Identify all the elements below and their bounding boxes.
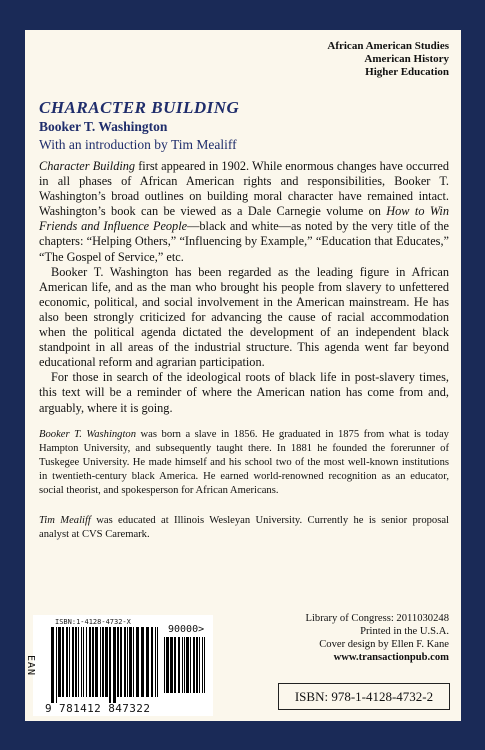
subject-3: Higher Education <box>365 66 449 78</box>
barcode-bar <box>75 627 77 697</box>
author-bio-name: Booker T. Washington <box>39 429 137 440</box>
barcode-bar <box>66 627 68 697</box>
ean-number: 9 781412 847322 <box>45 702 151 715</box>
barcode-bar <box>190 637 191 693</box>
barcode-bar <box>89 627 91 697</box>
barcode-bar <box>69 627 70 697</box>
publisher-website: www.transactionpub.com <box>333 652 449 663</box>
barcode-bar <box>174 637 176 693</box>
barcode-bar <box>51 627 54 703</box>
addon-price-code: 90000> <box>168 624 205 635</box>
author-bio-text: was born a slave in 1856. He graduated in 1875 from what is today Hampton University, and subsequently taught there. In 1881 he founded the forerunner of Tuskegee University. He made himself and his school two of the most well-known institutions in twentieth-century black America. He earned world-renowned recognition as an educator, social theorist, and spokesperson for African Americans. <box>39 429 449 496</box>
barcode-bar <box>202 637 203 693</box>
barcode-bar <box>78 627 79 697</box>
barcode-bar <box>95 627 98 697</box>
barcode-bar <box>92 627 94 697</box>
barcode-bar <box>81 627 82 697</box>
ean-barcode <box>51 627 159 703</box>
barcode-bar <box>105 627 108 697</box>
barcode-bar <box>204 637 205 693</box>
barcode-bar <box>178 637 180 693</box>
barcode-bar <box>193 637 195 693</box>
addon-barcode <box>164 637 206 699</box>
barcode-bar <box>155 627 156 697</box>
barcode-bar <box>146 627 149 697</box>
ean-label: EAN <box>25 655 36 677</box>
introducer-bio-name: Tim Mealiff <box>39 515 91 526</box>
barcode-bar <box>58 627 61 697</box>
library-of-congress: Library of Congress: 2011030248 <box>305 613 449 624</box>
book-description <box>39 159 449 416</box>
book-author: Booker T. Washington <box>39 119 168 134</box>
barcode-bar <box>124 627 126 697</box>
subject-1: African American Studies <box>327 40 449 52</box>
printed-in: Printed in the U.S.A. <box>360 626 449 637</box>
subject-2: American History <box>364 53 449 65</box>
blurb-text-b: —black and white—as noted by the very title of the chapters: “Helping Others,” “Influencing by Example,” “Education that Educates,” “The Gospel of Service,” etc. <box>39 219 450 264</box>
blurb-paragraph-1 <box>39 159 449 265</box>
barcode-bar <box>102 627 104 697</box>
blurb-book-title: Character Building <box>39 159 136 173</box>
barcode-bar <box>133 627 134 697</box>
barcode-bar <box>136 627 139 697</box>
barcode-bar <box>72 627 74 697</box>
cover-design-credit: Cover design by Ellen F. Kane <box>319 639 449 650</box>
barcode-bar <box>141 627 144 697</box>
barcode-bar <box>120 627 122 697</box>
barcode-bar <box>151 627 153 697</box>
blurb-carnegie-title: How to Win Friends and Influence People <box>39 204 450 234</box>
barcode-bar <box>157 627 158 697</box>
barcode-bar <box>166 637 169 693</box>
subject-categories <box>327 40 449 79</box>
barcode-bar <box>182 637 183 693</box>
barcode-panel <box>25 615 213 716</box>
barcode-bar <box>186 637 189 693</box>
barcode-bar <box>86 627 87 697</box>
introducer-bio-text: was educated at Illinois Wesleyan University. Currently he is senior proposal analyst at CVS Caremark. <box>39 515 449 540</box>
introduction-credit: With an introduction by Tim Mealiff <box>39 137 237 152</box>
barcode-bar <box>164 637 165 693</box>
barcode-bar <box>127 627 128 697</box>
barcode-bar <box>100 627 101 697</box>
author-bio <box>39 428 449 498</box>
barcode-bar <box>184 637 185 693</box>
barcode-bar <box>199 637 200 693</box>
barcode-bar <box>113 627 116 703</box>
barcode-bar <box>196 637 198 693</box>
barcode-bar <box>56 627 57 703</box>
book-title: CHARACTER BUILDING <box>39 98 240 117</box>
introducer-bio <box>39 514 449 542</box>
blurb-paragraph-3: For those in search of the ideological roots of black life in post-slavery times, this text will be a reminder of where the American nation has come from and, arguably, where it is going. <box>39 370 449 415</box>
barcode-bar <box>83 627 84 697</box>
isbn-box: ISBN: 978-1-4128-4732-2 <box>278 683 450 710</box>
blurb-text-a: first appeared in 1902. While enormous changes have occurred in all phases of African American rights and responsibilities, Booker T. Washington’s broad outlines on building moral character have remained intact. Washington’s book can be viewed as a Dale Carnegie volume on <box>39 159 449 219</box>
cover-panel <box>25 30 461 721</box>
barcode-bar <box>170 637 173 693</box>
blurb-paragraph-2: Booker T. Washington has been regarded as the leading figure in African American life, and as the man who brought his people from slavery to unfettered economic, political, and social involvement in the American mainstream. He has also been strongly criticized for advancing the cause of racial accommodation when the political agenda dictated the development of an independent black standpoint in all areas of the industrial structure. This agenda went far beyond educational reform and agrarian participation. <box>39 264 449 370</box>
publisher-info <box>306 612 450 664</box>
barcode-bar <box>129 627 132 697</box>
barcode-bar <box>109 627 111 703</box>
barcode-bar <box>117 627 119 697</box>
barcode-bar <box>62 627 64 697</box>
barcode-isbn-text: ISBN:1-4128-4732-X <box>55 618 131 626</box>
